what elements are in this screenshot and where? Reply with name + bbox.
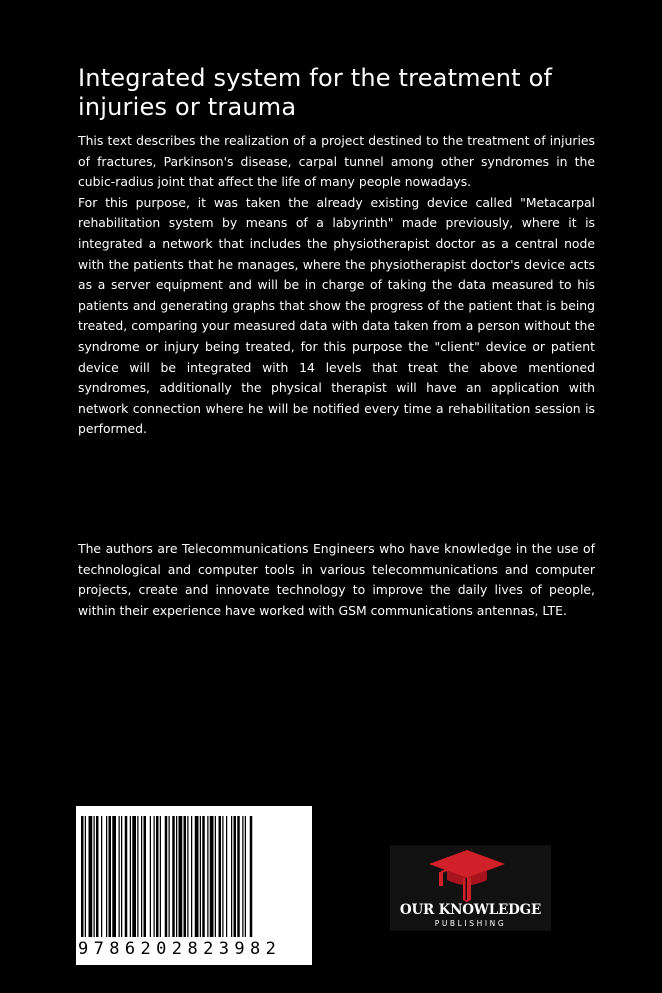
barcode-bar <box>125 816 128 937</box>
barcode-bar <box>250 816 253 937</box>
authors-bio <box>78 539 595 621</box>
publisher-logo <box>390 845 551 931</box>
description-paragraph-1: This text describes the realization of a project destined to the treatment of injuries of fractures, Parkinson's disease, carpal tunnel among other syndromes in the cubic-radius joint that affect the life of many people nowadays. <box>78 133 595 190</box>
barcode-bar <box>226 816 227 937</box>
isbn-number: 9786202823982 <box>78 939 282 959</box>
barcode-bar <box>234 816 237 937</box>
book-title: Integrated system for the treatment of injuries or trauma <box>78 64 553 121</box>
barcode-bar <box>222 816 223 937</box>
barcode-bar <box>106 816 107 937</box>
barcode-bar <box>121 816 122 937</box>
barcode-bar <box>154 816 155 937</box>
barcode-bar <box>172 816 175 937</box>
barcode-bar <box>160 816 161 937</box>
barcode-bar <box>132 816 136 937</box>
barcode-bar <box>101 816 102 937</box>
barcode-bar <box>245 816 246 937</box>
publisher-name: OUR KNOWLEDGE <box>399 902 542 918</box>
authors-bio-text: The authors are Telecommunications Engineers who have knowledge in the use of technological and computer tools in various telecommunications and computer projects, create and innovate technology to improve the daily lives of people, within their experience have worked with GSM communications antennas, LTE. <box>78 541 595 618</box>
barcode-bar <box>191 816 192 937</box>
barcode-bar <box>202 816 205 937</box>
barcode-bar <box>109 816 112 937</box>
barcode-bar <box>242 816 243 937</box>
barcode-bar <box>176 816 177 937</box>
barcode-bar <box>96 816 99 937</box>
isbn-barcode <box>76 806 312 965</box>
barcode-bar <box>94 816 95 937</box>
barcode-bar <box>184 816 187 937</box>
barcode-bar <box>156 816 159 937</box>
graduation-cap-icon <box>427 848 507 902</box>
barcode-bar <box>119 816 120 937</box>
barcode-bar <box>231 816 232 937</box>
barcode-bar <box>150 816 151 937</box>
barcode-bar <box>81 816 84 937</box>
barcode-bar <box>144 816 147 937</box>
barcode-bar <box>130 816 131 937</box>
barcode-bar <box>112 816 116 937</box>
barcode-bar <box>187 816 188 937</box>
barcode-bar <box>85 816 86 937</box>
barcode-bar <box>215 816 216 937</box>
barcode-bar <box>169 816 170 937</box>
description-paragraph-2: For this purpose, it was taken the already existing device called "Metacarpal rehabilitation system by means of a labyrinth" made previously, where it is integrated a network that includes the physiotherapist doctor as a central node with the patients that he manages, where the physiotherapist doctor's device acts as a server equipment and will be in charge of taking the data measured to his patients and generating graphs that show the progress of the patient that is being treated, comparing your measured data with data taken from a person without the syndrome or injury being treated, for this purpose the "client" device or patient device will be integrated with 14 levels that treat the above mentioned syndromes, additionally the physical therapist will have an application with network connection where he will be notified every time a rehabilitation session is performed. <box>78 194 595 437</box>
barcode-bar <box>89 816 93 937</box>
barcode-bar <box>179 816 183 937</box>
barcode-bar <box>210 816 214 937</box>
barcode-bar <box>165 816 168 937</box>
barcode-bar <box>195 816 199 937</box>
barcode-bar <box>141 816 142 937</box>
publisher-subtitle: PUBLISHING <box>434 919 507 928</box>
barcode-bar <box>137 816 138 937</box>
barcode-bar <box>237 816 240 937</box>
barcode-bar <box>219 816 222 937</box>
barcode-bar <box>207 816 208 937</box>
barcode-bar <box>200 816 201 937</box>
book-description <box>78 131 595 440</box>
